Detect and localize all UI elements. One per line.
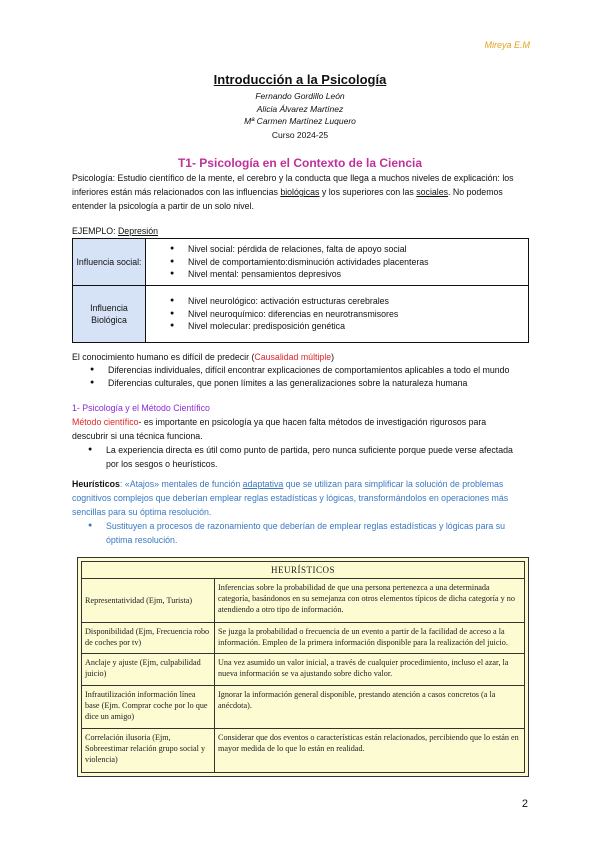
author-name: Fernando Gordillo León [255, 91, 345, 101]
section-title: T1- Psicología en el Contexto de la Ciencia [177, 156, 423, 170]
author-name: Mª Carmen Martínez Luquero [244, 116, 356, 126]
page-number: 2 [521, 798, 528, 810]
method-term: Método científico [72, 417, 139, 427]
heuristics-text: que se utilizan para simplificar la solución de problemas cognitivos complejos que deberían emplear reglas estadísticas y lógicas, transformándolos en operaciones más sencillas para su óptima resolución. [72, 479, 509, 517]
example-table [72, 238, 529, 343]
heuristics-bullets [88, 519, 518, 547]
intro-text: y los superiores con las [319, 187, 417, 197]
heuristic-description: Inferencias sobre la probabilidad de que una persona pertenezca a una determinada categoría, basándonos en su semejanza con otros elementos típicos de dicha categoría y no atendiendo a otro tipo de información. [215, 579, 525, 623]
authors-block [0, 90, 600, 128]
table-row [73, 286, 529, 343]
heuristic-name: Representatividad (Ejm, Turista) [82, 579, 215, 623]
example-topic: Depresión [117, 226, 159, 236]
heuristics-table [81, 561, 525, 773]
intro-term: Psicología [72, 173, 113, 183]
table-row [82, 579, 525, 623]
heuristics-word: adaptativa [242, 479, 284, 489]
table-row [82, 729, 525, 773]
knowledge-intro: El conocimiento humano es difícil de predecir ( [72, 352, 255, 362]
heuristic-name: Anclaje y ajuste (Ejm, culpabilidad juicio) [82, 654, 215, 686]
table-row [82, 685, 525, 729]
row-label: Influencia Biológica [73, 286, 146, 343]
list-item: ● Nivel de comportamiento:disminución actividades placenteras [170, 256, 520, 269]
method-bullets [88, 443, 518, 471]
course-year: Curso 2024-25 [271, 130, 329, 140]
intro-text: . No podemos entender la psicología a partir de un solo nivel. [72, 187, 503, 211]
heuristics-table-frame [77, 557, 529, 777]
heuristic-description: Ignorar la información general disponible, prestando atención a casos concretos (a la anécdota). [215, 685, 525, 729]
author-tag: Mireya E.M [484, 40, 530, 50]
table-row [73, 239, 529, 286]
list-item: ● Nivel molecular: predisposición genética [170, 320, 520, 333]
intro-paragraph [72, 171, 528, 213]
list-item: ● Diferencias individuales, difícil encontrar explicaciones de comportamientos aplicables a todo el mundo [90, 364, 542, 377]
list-item: ● Nivel neuroquímico: diferencias en neurotransmisores [170, 308, 520, 321]
list-item: ● Nivel neurológico: activación estructuras cerebrales [170, 295, 520, 308]
heuristic-name: Infrautilización información línea base (Ejm. Comprar coche por lo que dice un amigo) [82, 685, 215, 729]
list-item: ● Nivel mental: pensamientos depresivos [170, 268, 520, 281]
heuristic-description: Considerar que dos eventos o características están relacionados, percibiendo que lo están en mayor medida de lo que lo están en realidad. [215, 729, 525, 773]
list-item: ● Diferencias culturales, que ponen límites a las generalizaciones sobre la naturaleza humana [90, 377, 542, 390]
method-text: - es importante en psicología ya que hacen falta métodos de investigación rigurosos para descubrir si una técnica funciona. [72, 417, 487, 441]
table-title: HEURÍSTICOS [82, 562, 525, 579]
heuristic-description: Se juzga la probabilidad o frecuencia de un evento a partir de la facilidad de acceso a la información. Empleo de la primera información disponible para la realización del juicio. [215, 622, 525, 654]
row-label: Influencia social: [73, 239, 146, 286]
example-prefix: EJEMPLO: [72, 226, 118, 236]
row-content [146, 286, 529, 343]
intro-word-biological: biológicas [280, 187, 320, 197]
author-name: Alicia Álvarez Martínez [256, 103, 344, 114]
table-header-row [82, 562, 525, 579]
heuristic-description: Una vez asumido un valor inicial, a través de cualquier procedimiento, incluso el azar, la nueva información se va ajustando sobre dicho valor. [215, 654, 525, 686]
table-row [82, 622, 525, 654]
intro-text: : Estudio científico de la mente, el cerebro y la conducta que llega a muchos niveles de explicación: los inferiores están más relacionados con las influencias [72, 173, 514, 197]
knowledge-highlight: Causalidad múltiple [254, 352, 332, 362]
knowledge-block [72, 350, 542, 389]
example-label [72, 224, 158, 238]
document-title: Introducción a la Psicología [213, 72, 387, 87]
list-item: ● Sustituyen a procesos de razonamiento que deberían de emplear reglas estadísticas y lógicas para su óptima resolución. [88, 519, 518, 547]
heuristic-name: Correlación ilusoria (Ejm, Sobreestimar relación grupo social y violencia) [82, 729, 215, 773]
heuristics-term: Heurísticos [72, 479, 120, 489]
method-paragraph [72, 415, 524, 443]
method-title: 1- Psicología y el Método Científico [72, 403, 210, 413]
list-item: ● Nivel social: pérdida de relaciones, falta de apoyo social [170, 243, 520, 256]
heuristics-text: : «Atajos» mentales de función [119, 479, 243, 489]
list-item: ● La experiencia directa es útil como punto de partida, pero nunca suficiente porque puede verse afectada por los sesgos o heurísticos. [88, 443, 518, 471]
table-row [82, 654, 525, 686]
heuristics-paragraph [72, 477, 524, 519]
row-content [146, 239, 529, 286]
intro-word-social: sociales [416, 187, 449, 197]
knowledge-close: ) [331, 352, 335, 362]
knowledge-text [72, 350, 542, 364]
heuristic-name: Disponibilidad (Ejm, Frecuencia robo de coches por tv) [82, 622, 215, 654]
